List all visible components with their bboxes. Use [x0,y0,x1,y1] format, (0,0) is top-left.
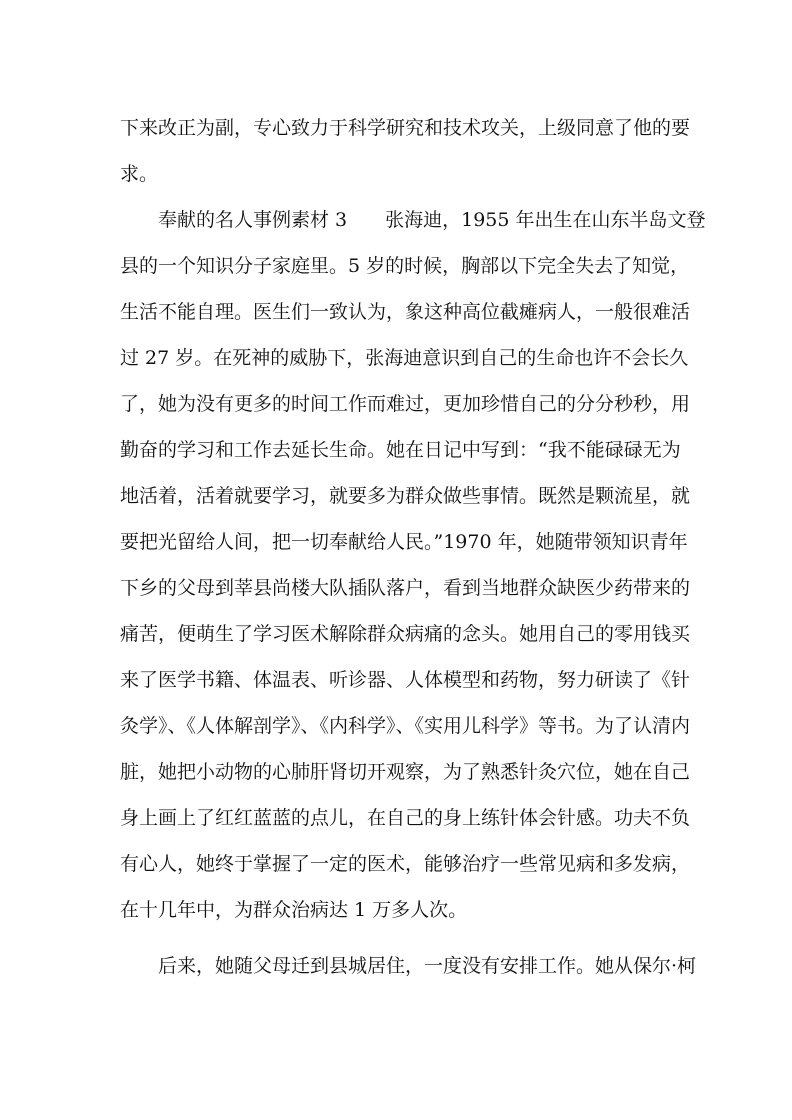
text-line: 勤奋的学习和工作去延长生命。她在日记中写到：“我不能碌碌无为 [120,439,681,461]
text-line: 灸学》、《人体解剖学》、《内科学》、《实用儿科学》等书。为了认清内 [120,715,691,737]
text-line: 脏，她把小动物的心肺肝肾切开观察，为了熟悉针灸穴位，她在自己 [120,761,691,783]
text-line: 下来改正为副，专心致力于科学研究和技术攻关，上级同意了他的要 [120,117,691,139]
text-line: 要把光留给人间，把一切奉献给人民。”1970 年，她随带领知识青年 [120,531,688,553]
text-line: 过 27 岁。在死神的威胁下，张海迪意识到自己的生命也许不会长久 [120,347,689,369]
text-line: 求。 [120,163,159,185]
text-line: 身上画上了红红蓝蓝的点儿，在自己的身上练针体会针感。功夫不负 [120,807,691,829]
text-line: 后来，她随父母迁到县城居住，一度没有安排工作。她从保尔·柯 [158,955,697,977]
text-line: 有心人，她终于掌握了一定的医术，能够治疗一些常见病和多发病， [120,853,691,875]
text-line: 了，她为没有更多的时间工作而难过，更加珍惜自己的分分秒秒，用 [120,393,691,415]
text-line: 奉献的名人事例素材 3 张海迪，1955 年出生在山东半岛文登 [158,209,706,231]
text-line: 地活着，活着就要学习，就要多为群众做些事情。既然是颗流星，就 [120,485,691,507]
text-line: 下乡的父母到莘县尚楼大队插队落户，看到当地群众缺医少药带来的 [120,577,691,599]
text-line: 生活不能自理。医生们一致认为，象这种高位截瘫病人，一般很难活 [120,301,691,323]
text-line: 来了医学书籍、体温表、听诊器、人体模型和药物，努力研读了《针 [120,669,691,691]
text-line: 县的一个知识分子家庭里。5 岁的时候，胸部以下完全失去了知觉， [120,255,690,277]
text-line: 在十几年中，为群众治病达 1 万多人次。 [120,899,468,921]
text-line: 痛苦，便萌生了学习医术解除群众病痛的念头。她用自己的零用钱买 [120,623,691,645]
